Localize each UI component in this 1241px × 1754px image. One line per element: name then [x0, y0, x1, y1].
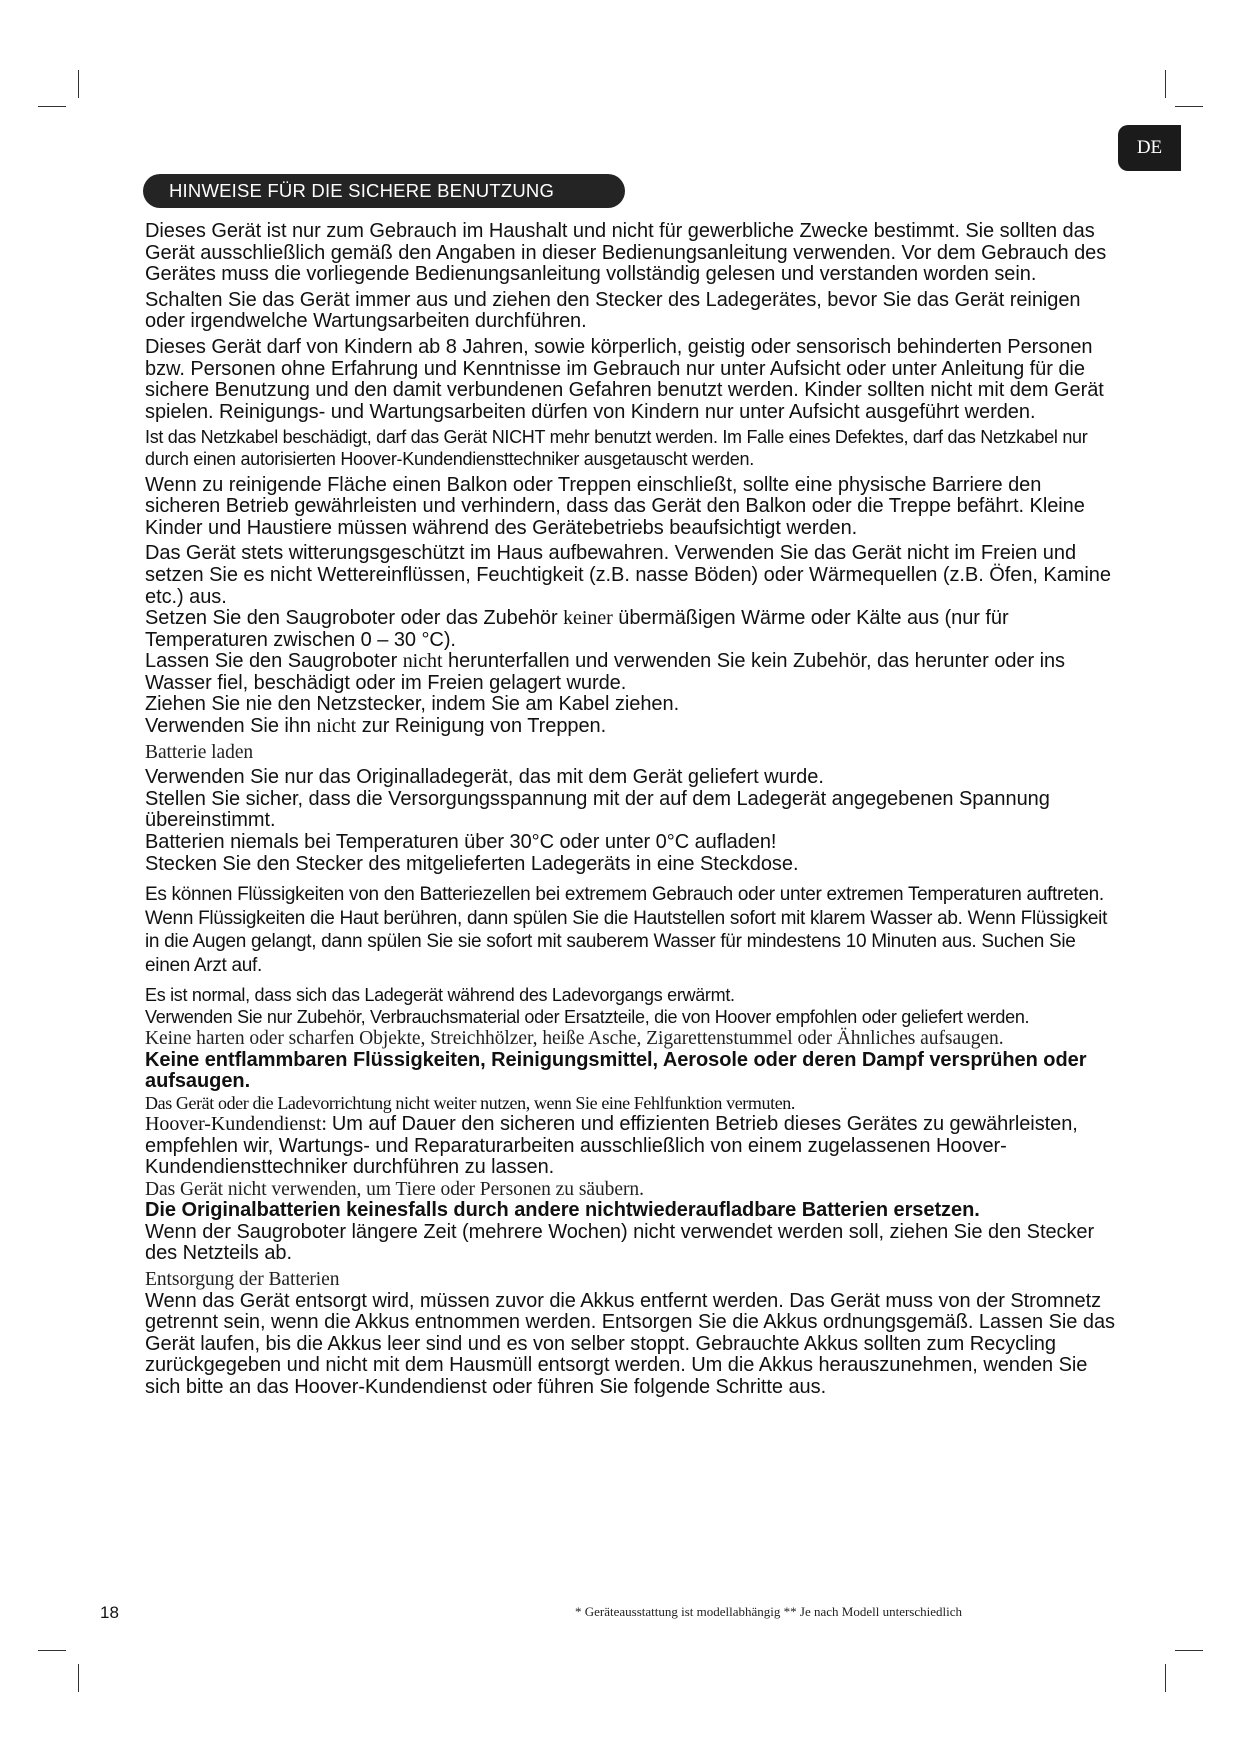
language-tab: DE: [1118, 125, 1181, 171]
text-run: nicht: [316, 715, 357, 738]
paragraph: Wenn das Gerät entsorgt wird, müssen zuvor die Akkus entfernt werden. Das Gerät muss von der Stromnetz getrennt sein, wenn die Akkus entnommen werden. Entsorgen Sie die Akkus ordnungsgemäß. Lassen Sie das Gerät laufen, bis die Akkus leer sind und es von selber stoppt. Gebrauchte Akkus sollten zum Recycling zurückgegeben und nicht mit dem Hausmüll entsorgt werden. Um die Akkus herauszunehmen, wenden Sie sich bitte an das Hoover-Kundendienst oder führen Sie folgende Schritte aus.: [145, 1289, 1115, 1398]
text-run: übermäßigen Wärme oder Kälte aus (nur für Temperaturen zwischen 0 – 30 °C).: [145, 607, 1009, 651]
paragraph: Das Gerät stets witterungsgeschützt im Haus aufbewahren. Verwenden Sie das Gerät nicht im Freien und setzen Sie es nicht Wettereinflüssen, Feuchtigkeit (z.B. nasse Böden) oder Wärmequellen (z.B. Öfen, Kamine etc.) aus.: [145, 542, 1111, 608]
text-run: Hoover-Kundendienst:: [145, 1113, 332, 1135]
crop-mark: [1165, 70, 1166, 98]
section-title: HINWEISE FÜR DIE SICHERE BENUTZUNG: [143, 174, 625, 208]
safety-instructions: [145, 221, 1120, 1399]
paragraph: Stecken Sie den Stecker des mitgelieferten Ladegeräts in eine Steckdose.: [145, 852, 799, 875]
paragraph: Das Gerät oder die Ladevorrichtung nicht weiter nutzen, wenn Sie eine Fehlfunktion vermuten.: [145, 1093, 795, 1113]
paragraph: Keine harten oder scharfen Objekte, Streichhölzer, heiße Asche, Zigarettenstummel oder Ähnliches aufsaugen.: [145, 1028, 1004, 1050]
paragraph: Verwenden Sie nur Zubehör, Verbrauchsmaterial oder Ersatzteile, die von Hoover empfohlen oder geliefert werden.: [145, 1006, 1030, 1027]
paragraph-warning: Keine entflammbaren Flüssigkeiten, Reinigungsmittel, Aerosole oder deren Dampf versprühen oder aufsaugen.: [145, 1048, 1087, 1093]
text-run: nicht: [402, 650, 443, 673]
text-run: Lassen Sie den Saugroboter: [145, 650, 403, 673]
subheading-battery: Batterie laden: [145, 741, 254, 763]
paragraph: Dieses Gerät darf von Kindern ab 8 Jahren, sowie körperlich, geistig oder sensorisch behinderten Personen bzw. Personen ohne Erfahrung und Kenntnisse im Gebrauch nur unter Aufsicht oder unter Anleitung für die sichere Benutzung und den damit verbundenen Gefahren benutzt werden. Kinder sollten nicht mit dem Gerät spielen. Reinigungs- und Wartungsarbeiten dürfen von Kindern nur unter Aufsicht ausgeführt werden.: [145, 335, 1104, 423]
crop-mark: [1165, 1664, 1166, 1692]
text-run: zur Reinigung von Treppen.: [356, 715, 607, 738]
crop-mark: [1175, 1650, 1203, 1651]
crop-mark: [78, 1664, 79, 1692]
paragraph: Schalten Sie das Gerät immer aus und ziehen den Stecker des Ladegerätes, bevor Sie das Gerät reinigen oder irgendwelche Wartungsarbeiten durchführen.: [145, 288, 1081, 333]
paragraph: Das Gerät nicht verwenden, um Tiere oder Personen zu säubern.: [145, 1178, 644, 1200]
crop-mark: [38, 106, 66, 107]
crop-mark: [78, 70, 79, 98]
crop-mark: [1175, 106, 1203, 107]
paragraph: Es können Flüssigkeiten von den Batteriezellen bei extremem Gebrauch oder unter extremen Temperaturen auftreten. Wenn Flüssigkeiten die Haut berühren, dann spülen Sie die Hautstellen sofort mit klarem Wasser ab. Wenn Flüssigkeit in die Augen gelangt, dann spülen Sie sie sofort mit sauberem Wasser für mindestens 10 Minuten aus. Suchen Sie einen Arzt auf.: [145, 884, 1108, 976]
footnote: * Geräteausstattung ist modellabhängig ** Je nach Modell unterschiedlich: [575, 1604, 963, 1619]
subheading-disposal: Entsorgung der Batterien: [145, 1269, 340, 1291]
paragraph: [145, 651, 1120, 694]
paragraph: Wenn zu reinigende Fläche einen Balkon oder Treppen einschließt, sollte eine physische Barriere den sicheren Betrieb gewährleisten und verhindern, dass das Gerät den Balkon oder die Treppe befährt. Kleine Kinder und Haustiere müssen während des Gerätebetriebs beaufsichtigt werden.: [145, 473, 1085, 539]
paragraph-warning: Die Originalbatterien keinesfalls durch andere nichtwiederaufladbare Batterien ersetzen.: [145, 1199, 980, 1222]
paragraph: Stellen Sie sicher, dass die Versorgungsspannung mit der auf dem Ladegerät angegebenen Spannung übereinstimmt.: [145, 787, 1050, 832]
paragraph: Dieses Gerät ist nur zum Gebrauch im Haushalt und nicht für gewerbliche Zwecke bestimmt. Sie sollten das Gerät ausschließlich gemäß den Angaben in dieser Bedienungsanleitung verwenden. Vor dem Gebrauch des Gerätes muss die vorliegende Bedienungsanleitung vollständig gelesen und verstanden worden sein.: [145, 220, 1107, 286]
paragraph: [145, 608, 1120, 651]
page-number: 18: [100, 1603, 119, 1622]
text-run: Um auf Dauer den sicheren und effizienten Betrieb dieses Gerätes zu gewährleisten, empfehlen wir, Wartungs- und Reparaturarbeiten ausschließlich von einem zugelassenen Hoover-Kundendiensttechniker durchführen zu lassen.: [145, 1113, 1078, 1179]
crop-mark: [38, 1650, 66, 1651]
paragraph: Wenn der Saugroboter längere Zeit (mehrere Wochen) nicht verwendet werden soll, ziehen Sie den Stecker des Netzteils ab.: [145, 1220, 1095, 1265]
paragraph: Ist das Netzkabel beschädigt, darf das Gerät NICHT mehr benutzt werden. Im Falle eines Defektes, darf das Netzkabel nur durch einen autorisierten Hoover-Kundendiensttechniker ausgetauscht werden.: [145, 427, 1088, 469]
paragraph: Verwenden Sie nur das Originalladegerät, das mit dem Gerät geliefert wurde.: [145, 766, 824, 789]
text-run: Setzen Sie den Saugroboter oder das Zubehör: [145, 607, 564, 630]
paragraph: [145, 1114, 1120, 1179]
text-run: keiner: [563, 607, 613, 630]
paragraph: Ziehen Sie nie den Netzstecker, indem Sie am Kabel ziehen.: [145, 693, 680, 716]
paragraph: [145, 716, 1120, 738]
text-run: herunterfallen und verwenden Sie kein Zubehör, das herunter oder ins Wasser fiel, beschädigt oder im Freien gelagert wurde.: [145, 650, 1065, 694]
text-run: Verwenden Sie ihn: [145, 715, 317, 738]
paragraph: Es ist normal, dass sich das Ladegerät während des Ladevorgangs erwärmt.: [145, 985, 735, 1006]
paragraph: Batterien niemals bei Temperaturen über 30°C oder unter 0°C aufladen!: [145, 830, 777, 853]
